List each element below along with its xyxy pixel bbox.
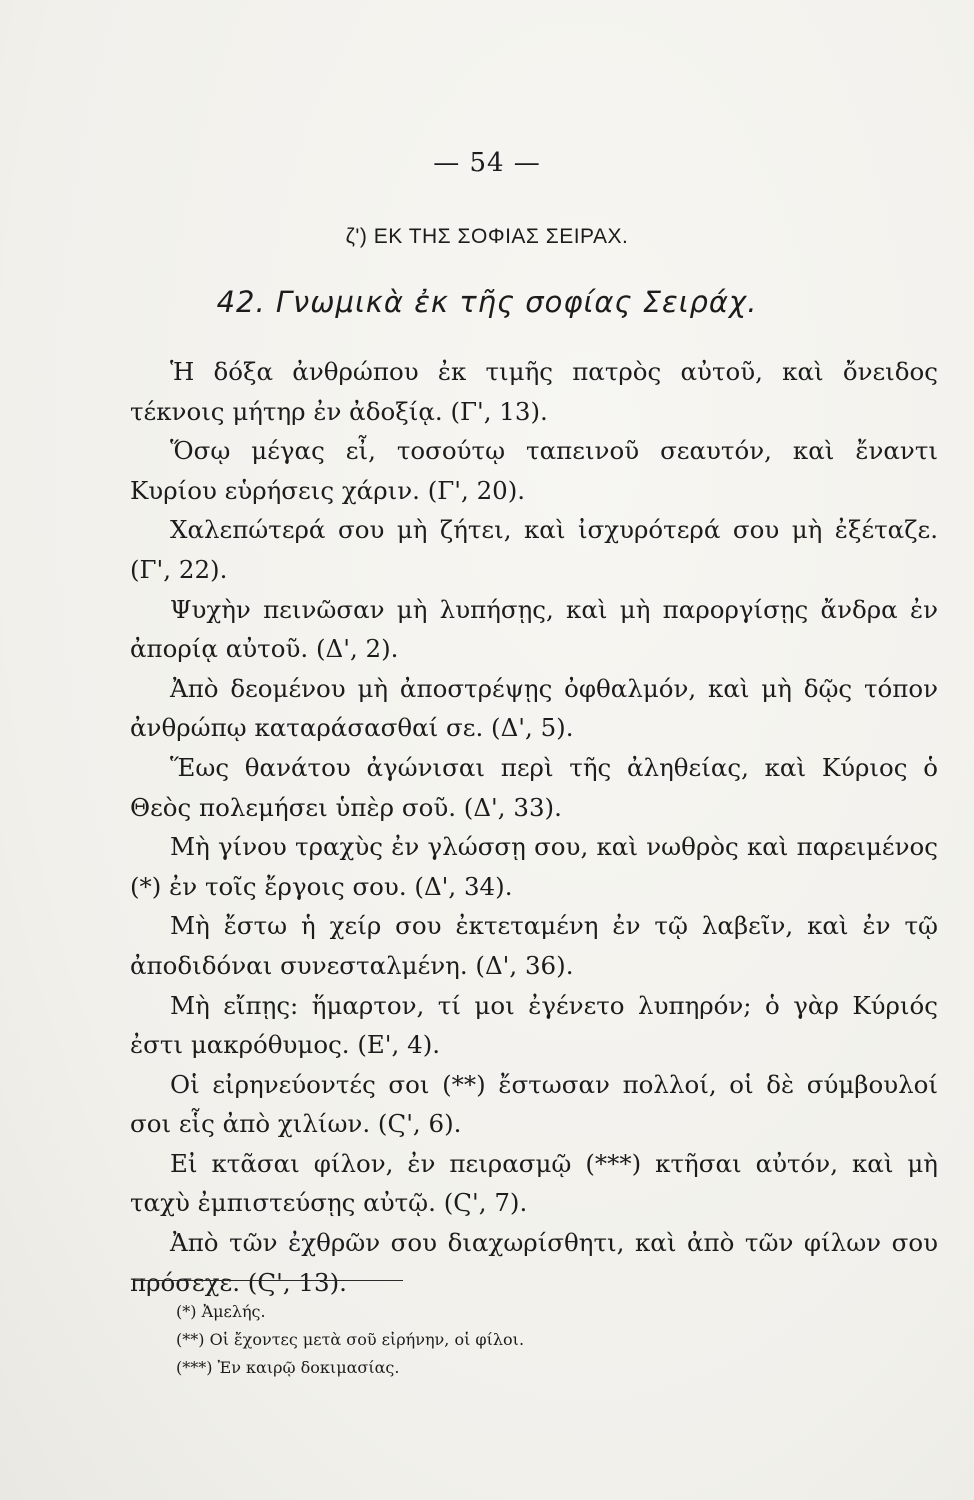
chapter-title: 42. Γνωμικὰ ἐκ τῆς σοφίας Σειράχ. (216, 285, 758, 319)
paragraph: Εἰ κτᾶσαι φίλον, ἐν πειρασμῷ (***) κτῆσαι αὐτόν, καὶ μὴ ταχὺ ἐμπιστεύσῃς αὐτῷ. (Ϛ', 7). (130, 1148, 938, 1218)
footnotes (176, 1298, 776, 1382)
footnote-divider (133, 1280, 403, 1281)
paragraph: Χαλεπώτερά σου μὴ ζήτει, καὶ ἰσχυρότερά σου μὴ ἐξέταζε. (Γ', 22). (130, 515, 938, 584)
paragraph: Ἕως θανάτου ἀγώνισαι περὶ τῆς ἀληθείας, καὶ Κύριος ὁ Θεὸς πολεμήσει ὑπὲρ σοῦ. (Δ', 33). (130, 752, 938, 822)
paragraph: Ἡ δόξα ἀνθρώπου ἐκ τιμῆς πατρὸς αὐτοῦ, καὶ ὄνειδος τέκνοις μήτηρ ἐν ἀδοξίᾳ. (Γ', 13). (130, 357, 938, 426)
footnote: (**) Οἱ ἔχοντες μετὰ σοῦ εἰρήνην, οἱ φίλοι. (176, 1330, 525, 1349)
footnote: (*) Ἀμελής. (176, 1302, 266, 1321)
paragraph: Ὅσῳ μέγας εἶ, τοσούτῳ ταπεινοῦ σεαυτόν, καὶ ἔναντι Κυρίου εὑρήσεις χάριν. (Γ', 20). (130, 436, 938, 505)
paragraph: Οἱ εἰρηνεύοντές σοι (**) ἔστωσαν πολλοί, οἱ δὲ σύμβουλοί σοι εἷς ἀπὸ χιλίων. (Ϛ', 6). (130, 1069, 938, 1139)
paragraph: Μὴ εἴπῃς: ἥμαρτον, τί μοι ἐγένετο λυπηρόν; ὁ γὰρ Κύριός ἐστι μακρόθυμος. (Ε', 4). (130, 990, 938, 1060)
paragraph: Ψυχὴν πεινῶσαν μὴ λυπήσῃς, καὶ μὴ παροργίσῃς ἄνδρα ἐν ἀπορίᾳ αὐτοῦ. (Δ', 2). (130, 594, 938, 664)
body-text (130, 352, 938, 1302)
paragraph: Ἀπὸ τῶν ἐχθρῶν σου διαχωρίσθητι, καὶ ἀπὸ τῶν φίλων σου πρόσεχε. (Ϛ', 13). (130, 1228, 938, 1297)
section-heading: ζ') ΕΚ ΤΗΣ ΣΟΦΙΑΣ ΣΕΙΡΑΧ. (345, 225, 629, 248)
footnote: (***) Ἐν καιρῷ δοκιμασίας. (176, 1358, 400, 1377)
paragraph: Μὴ γίνου τραχὺς ἐν γλώσσῃ σου, καὶ νωθρὸς καὶ παρειμένος (*) ἐν τοῖς ἔργοις σου. (Δ', 34). (130, 832, 938, 901)
paragraph: Μὴ ἔστω ἡ χείρ σου ἐκτεταμένη ἐν τῷ λαβεῖν, καὶ ἐν τῷ ἀποδιδόναι συνεσταλμένη. (Δ', 36). (130, 911, 938, 980)
paragraph: Ἀπὸ δεομένου μὴ ἀποστρέψῃς ὀφθαλμόν, καὶ μὴ δῷς τόπον ἀνθρώπῳ καταράσασθαί σε. (Δ', 5). (130, 673, 938, 743)
page-number: — 54 — (433, 148, 541, 178)
